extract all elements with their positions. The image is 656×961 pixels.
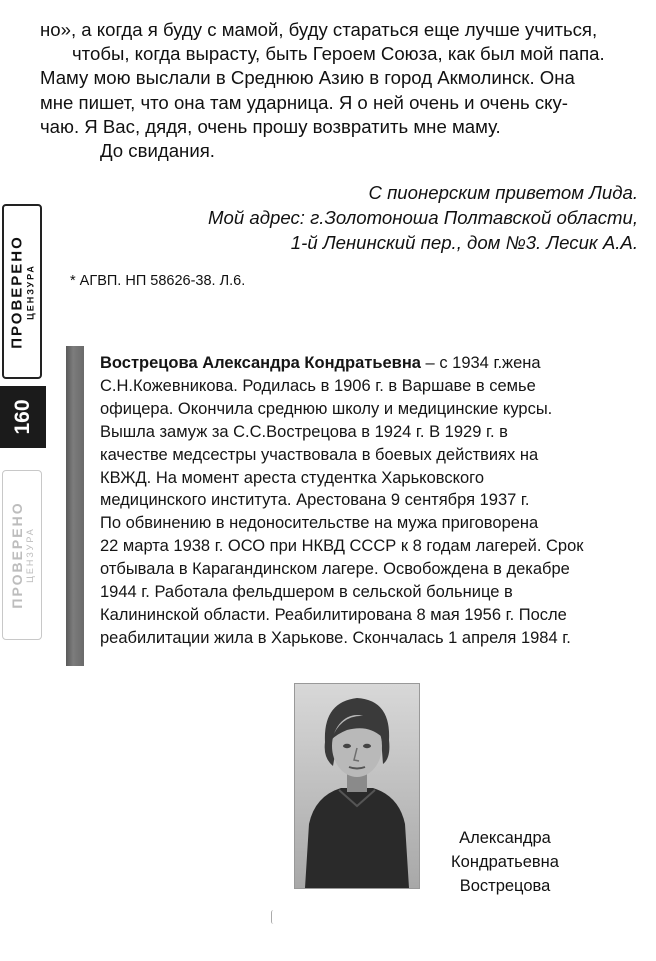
bio-line: 1944 г. Работала фельдшером в сельской больнице в — [100, 583, 513, 602]
letter-line: но», а когда я буду с мамой, буду стараться еще лучше учиться, — [40, 19, 598, 40]
faint-censor-stamp — [2, 470, 42, 640]
page-number-text: 160 — [11, 399, 34, 435]
bio-first-line-rest: – с 1934 г.жена — [420, 354, 541, 372]
biography-side-bar — [66, 346, 84, 666]
letter-signature — [98, 180, 638, 255]
caption-line: Александра — [459, 829, 551, 847]
signature-line: Мой адрес: г.Золотоноша Полтавской области, — [208, 207, 638, 228]
bio-line: По обвинению в недоносительстве на мужа приговорена — [100, 514, 539, 533]
signature-line: С пионерским приветом Лида. — [368, 182, 638, 203]
stamp-word: ПРОВЕРЕНО — [8, 234, 26, 349]
bio-line: реабилитации жила в Харькове. Скончалась 1 апреля 1984 г. — [100, 628, 571, 647]
letter-line: чтобы, когда вырасту, быть Героем Союза, как был мой папа. — [72, 43, 605, 65]
letter-text — [40, 18, 636, 163]
censor-stamp — [2, 204, 42, 379]
portrait-photo — [294, 683, 420, 889]
bio-line: качестве медсестры участвовала в боевых действиях на — [100, 445, 539, 464]
caption-line: Вострецова — [459, 877, 551, 895]
page-number — [0, 386, 46, 448]
signature-line: 1-й Ленинский пер., дом №3. Лесик А.А. — [290, 232, 638, 253]
bio-first-line — [100, 352, 645, 375]
letter-line: мне пишет, что она там ударница. Я о ней очень и очень ску- — [40, 91, 568, 113]
bio-line: Вышла замуж за С.С.Вострецова в 1924 г. В 1929 г. в — [100, 422, 508, 441]
faint-stamp-word: ПРОВЕРЕНО — [9, 501, 25, 609]
letter-line: чаю. Я Вас, дядя, очень прошу возвратить мне маму. — [40, 115, 501, 137]
portrait-illustration — [295, 684, 419, 888]
bio-line: офицера. Окончила среднюю школу и медицинские курсы. — [100, 399, 553, 418]
bio-line: КВЖД. На момент ареста студентка Харьковского — [100, 468, 485, 487]
bio-line: Калининской области. Реабилитирована 8 мая 1956 г. После — [100, 605, 567, 624]
photo-caption — [430, 826, 580, 898]
bio-name: Вострецова Александра Кондратьевна — [100, 354, 421, 372]
bio-line: отбывала в Карагандинском лагере. Освобождена в декабре — [100, 560, 570, 579]
bio-line: С.Н.Кожевникова. Родилась в 1906 г. в Варшаве в семье — [100, 376, 536, 395]
bio-line: медицинского института. Арестована 9 сентября 1937 г. — [100, 491, 530, 510]
letter-line: До свидания. — [100, 140, 215, 162]
letter-line: Маму мою выслали в Среднюю Азию в город Акмолинск. Она — [40, 67, 575, 89]
caption-line: Кондратьевна — [451, 853, 559, 871]
biography — [100, 352, 645, 650]
bio-line: 22 марта 1938 г. ОСО при НКВД СССР к 8 годам лагерей. Срок — [100, 537, 584, 556]
stamp-subword: ЦЕНЗУРА — [25, 263, 36, 320]
archive-footnote: * АГВП. НП 58626-38. Л.6. — [70, 273, 246, 289]
faint-stamp-subword: ЦЕНЗУРА — [25, 527, 35, 583]
paper-mark — [271, 910, 276, 924]
